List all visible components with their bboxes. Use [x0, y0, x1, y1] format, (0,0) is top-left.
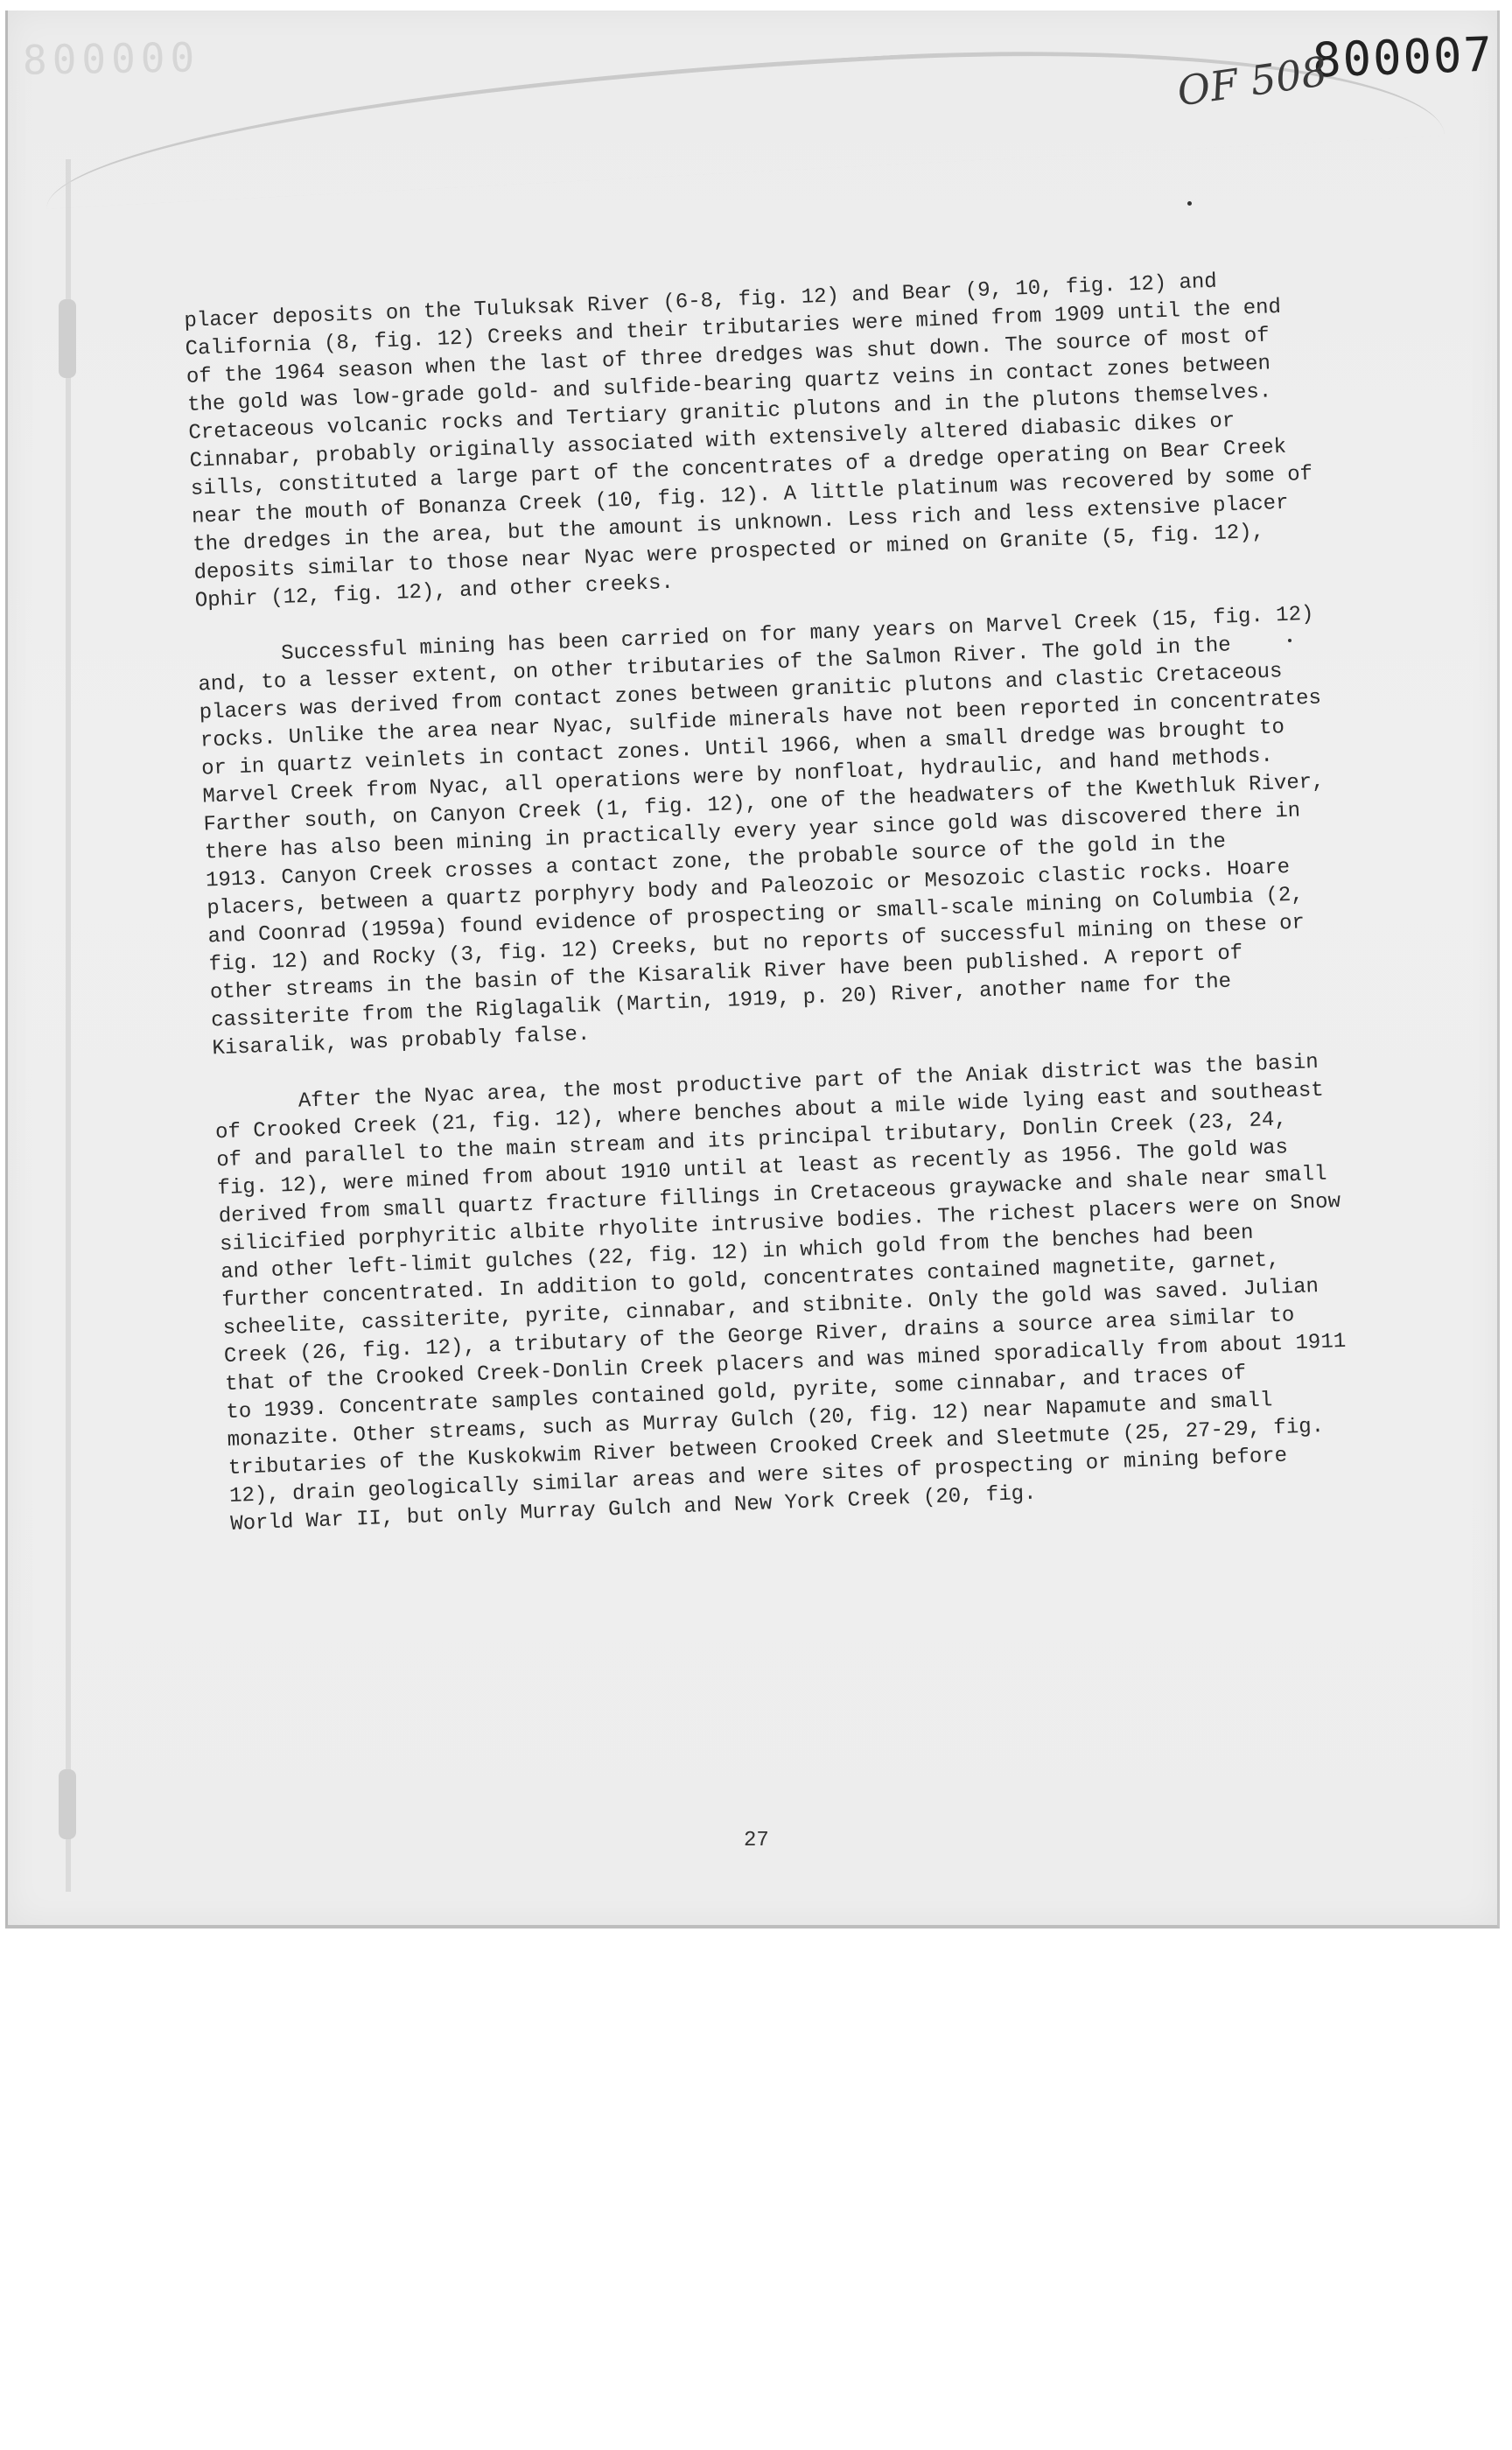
document-body	[184, 264, 1360, 1566]
punch-hole-mark	[59, 1769, 76, 1839]
ink-speck	[1187, 201, 1192, 206]
punch-hole-mark	[59, 299, 76, 378]
document-number: 800007	[1311, 26, 1495, 88]
paper-curl-shadow	[41, 26, 1445, 209]
paragraph-crooked-creek: After the Nyac area, the most productive part of the Aniak district was the basin of Crooked Creek (21, fig. 12), where benches about a mile wide lying east and southeast of and parallel to the main stream and its principal tributary, Donlin Creek (23, 24, fig. 12), were mined from about 1910 until at least as recently as 1956. The gold was derived from small quartz fracture fillings in Cretaceous graywacke and shale near small silicified porphyritic albite rhyolite intrusive bodies. The richest placers were on Snow and other left-limit gulches (22, fig. 12) in which gold from the benches had been further concentrated. In addition to gold, concentrates contained magnetite, garnet, scheelite, cassiterite, pyrite, cinnabar, and stibnite. Only the gold was saved. Julian Creek (26, fig. 12), a tributary of the George River, drains a source area similar to that of the Crooked Creek-Donlin Creek placers and was mined sporadically from about 1911 to 1939. Concentrate samples contained gold, pyrite, some cinnabar, and traces of monazite. Other streams, such as Murray Gulch (20, fig. 12) near Napamute and small tributaries of the Kuskokwim River between Crooked Creek and Sleetmute (25, 27-29, fig. 12), drain geologically similar areas and were sites of prospecting or mining before World War II, but only Murray Gulch and New York Creek (20, fig.	[214, 1050, 1347, 1536]
page-number: 27	[744, 1829, 769, 1852]
handwritten-annotation: OF 508	[1174, 47, 1330, 116]
faded-document-number: 800000	[22, 33, 200, 84]
paragraph-marvel-creek: Successful mining has been carried on for many years on Marvel Creek (15, fig. 12) and, to a lesser extent, on other tributaries of the Salmon River. The gold in the placers was derived from contact zones between granitic plutons and clastic Cretaceous rocks. Unlike the area near Nyac, sulfide minerals have not been reported in concentrates or in quartz veinlets in contact zones. Until 1966, when a small dredge was brought to Marvel Creek from Nyac, all operations were by nonfloat, hydraulic, and hand methods. Farther south, on Canyon Creek (1, fig. 12), one of the headwaters of the Kwethluk River, there has also been mining in practically every year since gold was discovered there in 1913. Canyon Creek crosses a contact zone, the probable source of the gold in the placers, between a quartz porphyry body and Paleozoic or Mesozoic clastic rocks. Hoare and Coonrad (1959a) found evidence of prospecting or small-scale mining on Columbia (2, fig. 12) and Rocky (3, fig. 12) Creeks, but no reports of successful mining on these or other streams in the basin of the Kisaralik River have been published. A report of cassiterite from the Riglagalik (Martin, 1919, p. 20) River, another name for the Kisaralik, was probably false.	[198, 602, 1326, 1061]
paragraph-placer-deposits: placer deposits on the Tuluksak River (6-8, fig. 12) and Bear (9, 10, fig. 12) and California (8, fig. 12) Creeks and their tributaries were mined from 1909 until the end of the 1964 season when the last of three dredges was shut down. The source of most of the gold was low-grade gold- and sulfide-bearing quartz veins in contact zones between Cretaceous volcanic rocks and Tertiary granitic plutons and in the plutons themselves. Cinnabar, probably originally associated with extensively altered diabasic dikes or sills, constituted a large part of the concentrates of a dredge operating on Bear Creek near the mouth of Bonanza Creek (10, fig. 12). A little platinum was recovered by some of the dredges in the area, but the amount is unknown. Less rich and less extensive placer deposits similar to those near Nyac were prospected or mined on Granite (5, fig. 12), Ophir (12, fig. 12), and other creeks.	[184, 270, 1313, 613]
paper-fold-line	[66, 159, 71, 1892]
